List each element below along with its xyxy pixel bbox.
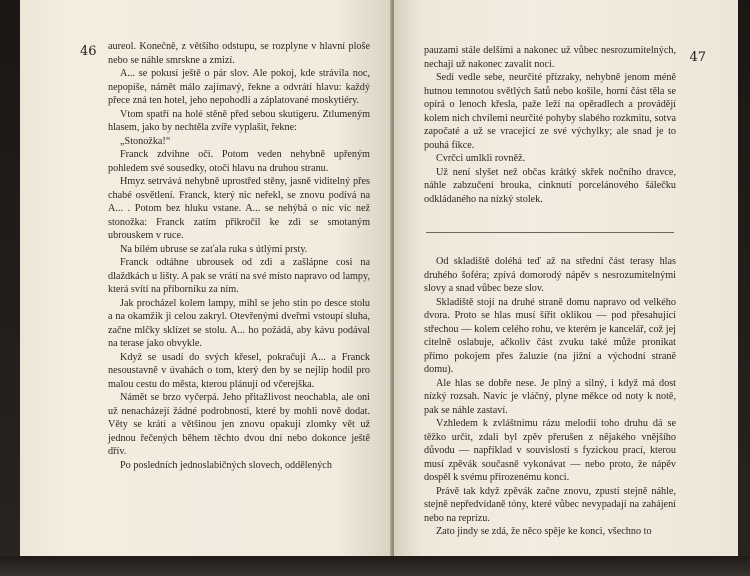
right-page-text-top bbox=[424, 44, 676, 206]
right-page-text-bottom bbox=[424, 255, 676, 539]
paragraph: „Stonožka!“ bbox=[120, 135, 171, 147]
left-page bbox=[20, 0, 392, 556]
paragraph: A... se pokusí ještě o pár slov. Ale pokoj, kde strávila noc, nepopíše, námět málo zajímavý, řekne a odvrátí hlavu: každý přece zná ten hotel, jeho nepohodlí a záplatované moskytiéry. bbox=[108, 68, 370, 106]
paragraph: Po posledních jednoslabičných slovech, oddělených bbox=[120, 459, 332, 471]
left-page-text bbox=[108, 40, 370, 472]
paragraph: Franck zdvihne oči. Potom veden nehybně upřeným pohledem své sousedky, otočí hlavu na druhou stranu. bbox=[108, 149, 370, 174]
paragraph: Už není slyšet než občas krátký skřek nočního dravce, náhle zabzučení brouka, cinknutí porcelánového šálečku odkládaného na nízký stolek. bbox=[424, 166, 676, 205]
paragraph: Námět se brzo vyčerpá. Jeho přitažlivost neochabla, ale oni už nenacházejí žádné podrobnosti, které by mohli nově dodat. Věty se krátí a většinou jen znovu opakují zlomky vět už jednou řečených během těchto dvou dní nebo dokonce ještě dřív. bbox=[108, 392, 370, 457]
paragraph: Zato jindy se zdá, že něco spěje ke konci, všechno to bbox=[436, 526, 652, 537]
paragraph: pauzami stále delšími a nakonec už vůbec nesrozumitelných, nechají už nakonec zavalit noci. bbox=[424, 45, 676, 70]
paragraph: aureol. Konečně, z většího odstupu, se rozplyne v hlavní ploše nebo se náhle smrskne a zmizí. bbox=[108, 41, 370, 66]
paragraph: Právě tak když zpěvák začne znovu, zpustí stejně náhle, stejně nepředvídaně tóny, které vůbec nevypadají na zahájení nebo na reprízu. bbox=[424, 485, 676, 524]
paragraph: Cvrčci umlkli rovněž. bbox=[436, 153, 526, 164]
paragraph: Jak procházel kolem lampy, mihl se jeho stín po desce stolu a na okamžik ji celou zakryl. Otevřenými dveřmi vstoupí sluha, začne mlčky sklízet se stolu. A... ho požádá, aby kávu podával na terase jako obvykle. bbox=[108, 297, 370, 349]
paragraph: Když se usadí do svých křesel, pokračují A... a Franck nesoustavně v úvahách o tom, který den by se nejlíp hodil pro malou cestu do města, kterou plánují od včerejška. bbox=[108, 351, 370, 390]
page-number-right: 47 bbox=[689, 50, 706, 65]
paragraph: Ale hlas se dobře nese. Je plný a silný, i když má dost nízký rozsah. Navíc je vláčný, plyne měkce od noty k notě, pak se náhle zastaví. bbox=[424, 377, 676, 416]
right-page bbox=[394, 0, 738, 556]
paragraph: Na bílém ubruse se zaťala ruka s útlými prsty. bbox=[120, 243, 308, 255]
paragraph: Sedí vedle sebe, neurčité přízraky, nehybně jenom méně hutnou temnotou světlých šatů nebo košile, horní část těla se opírá o lenoch křesla, paže leží na opěradlech a provádějí kolem nich chvílemi neurčité pohyby slabého rozkmitu, sotva započaté a už se vracející ze své výchylky; ale snad je to pouhá fikce. bbox=[424, 72, 676, 151]
paragraph: Skladiště stojí na druhé straně domu napravo od velkého dvora. Proto se hlas musí šířit oklikou — pod přesahující střechou — kolem celého rohu, ve kterém je kancelář, což jej citelně oslabuje, ačkoliv část zvuku také může pronikat přímo pokojem přes žaluzie (na jižní a východní straně domu). bbox=[424, 296, 676, 375]
page-number-left: 46 bbox=[80, 44, 97, 59]
paragraph: Vzhledem k zvláštnímu rázu melodií toho druhu dá se těžko určit, zdali byl zpěv přerušen z nějakého vnějšího důvodu — například v souvislosti s fyzickou prací, kterou musí zpěvák současně vykonávat — nebo proto, že nápěv dospěl k svému přirozenému konci. bbox=[424, 418, 676, 483]
paragraph: Vtom spatří na holé stěně před sebou skutigeru. Ztlumeným hlasem, jako by nechtěla zvíře vyplašit, řekne: bbox=[108, 108, 370, 133]
table-surface bbox=[0, 556, 750, 576]
section-divider bbox=[426, 232, 674, 233]
paragraph: Hmyz setrvává nehybně uprostřed stěny, jasně viditelný přes chabé osvětlení. Franck, který nic neřekl, se znovu podívá na A... . Potom bez hluku vstane. A... se nehýbá o nic víc než stonožka: Franck zatím přikročil ke zdi se smotaným ubrouskem v ruce. bbox=[108, 176, 370, 241]
paragraph: Franck odtáhne ubrousek od zdi a zašlápne cosi na dlaždkách u lišty. A pak se vrátí na své místo napravo od lampy, která svítí na příborníku za ním. bbox=[108, 257, 370, 295]
paragraph: Od skladiště doléhá teď až na střední část terasy hlas druhého šoféra; zpívá domorodý nápěv s nesrozumitelnými slovy a snad vůbec beze slov. bbox=[424, 256, 676, 294]
